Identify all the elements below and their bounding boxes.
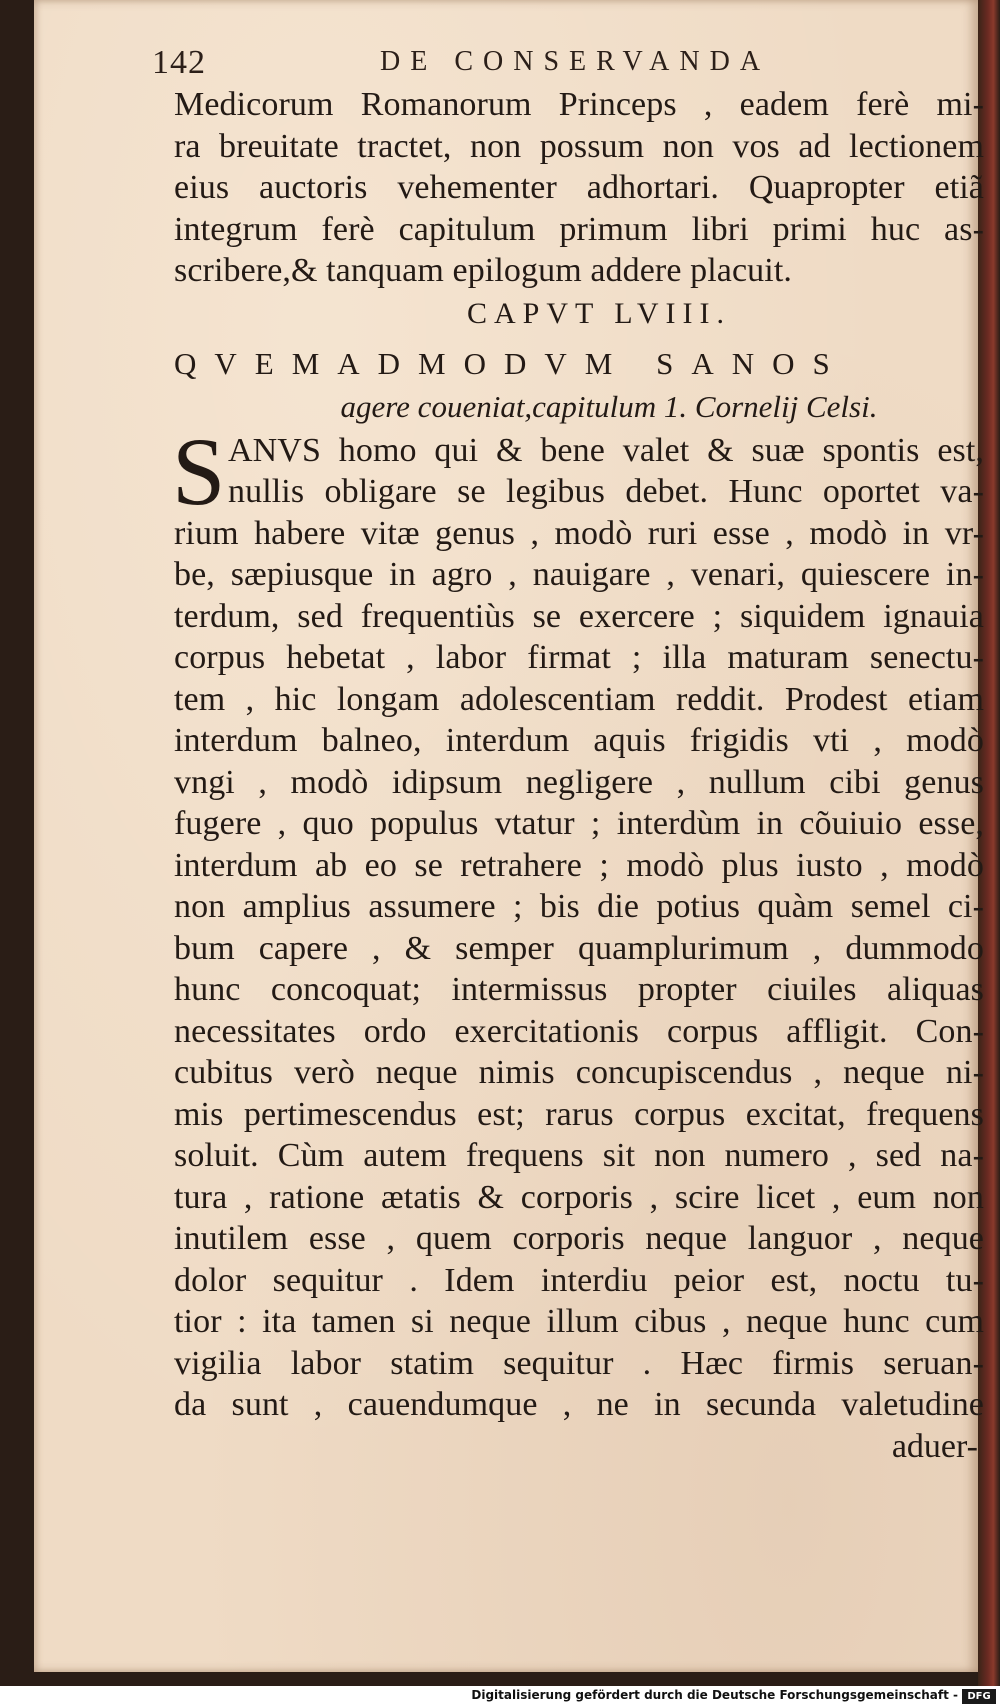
catchword: aduer- xyxy=(891,1427,978,1465)
page-number: 142 xyxy=(152,44,206,81)
text-line: dolor sequitur . Idem interdiu peior est, noctu tu- xyxy=(174,1261,984,1299)
running-title: DE CONSERVANDA xyxy=(380,46,771,77)
funding-credit: Digitalisierung gefördert durch die Deutsche Forschungsgemeinschaft - xyxy=(471,1688,958,1702)
main-paragraph xyxy=(172,417,984,1426)
text-line: tem , hic longam adolescentiam reddit. Prodest etiam xyxy=(174,680,984,718)
text-line: vngi , modò idipsum negligere , nullum cibi genus xyxy=(174,763,984,801)
text-line: cubitus verò neque nimis concupiscendus , neque ni- xyxy=(174,1054,984,1091)
dfg-logo: DFG xyxy=(962,1689,996,1704)
text-line: tura , ratione ætatis & corporis , scire licet , eum non xyxy=(174,1178,984,1216)
text-line: tior : ita tamen si neque illum cibus , neque hunc cum xyxy=(174,1303,984,1340)
text-line: interdum balneo, interdum aquis frigidis vti , modò xyxy=(174,722,984,759)
text-line: ra breuitate tractet, non possum non vos ad lectionem xyxy=(174,127,984,165)
text-line: be, sæpiusque in agro , nauigare , venari, quiescere in- xyxy=(174,556,984,593)
intro-paragraph xyxy=(174,84,984,292)
text-line: inutilem esse , quem corporis neque languor , neque xyxy=(174,1220,984,1257)
section-subtitle: agere coueniat,capitulum 1. Cornelij Celsi. xyxy=(340,388,878,424)
text-block xyxy=(174,84,984,1467)
text-line: mis pertimescendus est; rarus corpus excitat, frequens xyxy=(174,1095,984,1133)
section-title: QVEMADMODVM SANOS xyxy=(174,345,848,381)
text-line: rium habere vitæ genus , modò ruri esse , modò in vr- xyxy=(174,514,984,552)
digitization-footer xyxy=(0,1686,1000,1708)
text-line: da sunt , cauendumque , ne in secunda valetudine xyxy=(174,1386,984,1423)
text-line: eius auctoris vehementer adhortari. Quapropter etiã xyxy=(174,169,984,206)
text-line: interdum ab eo se retrahere ; modò plus iusto , modò xyxy=(174,846,984,884)
text-line: corpus hebetat , labor firmat ; illa maturam senectu- xyxy=(174,639,984,676)
text-line: non amplius assumere ; bis die potius quàm semel ci- xyxy=(174,888,984,925)
text-line: soluit. Cùm autem frequens sit non numero , sed na- xyxy=(174,1137,984,1174)
text-line: fugere , quo populus vtatur ; interdùm in cõuiuio esse, xyxy=(174,805,984,842)
text-line: scribere,& tanquam epilogum addere placuit. xyxy=(174,252,792,289)
text-line: Medicorum Romanorum Princeps , eadem ferè mi- xyxy=(174,86,984,123)
text-line: integrum ferè capitulum primum libri primi huc as- xyxy=(174,210,984,248)
text-line: ANVS homo qui & bene valet & suæ spontis est, xyxy=(228,431,984,469)
text-line: terdum, sed frequentiùs se exercere ; siquidem ignauia xyxy=(174,597,984,635)
running-head xyxy=(152,44,972,84)
drop-cap: S xyxy=(172,417,226,525)
text-line: hunc concoquat; intermissus propter ciuiles aliquas xyxy=(174,971,984,1008)
text-line: nullis obligare se legibus debet. Hunc oportet va- xyxy=(228,473,984,510)
text-line: bum capere , & semper quamplurimum , dummodo xyxy=(174,929,984,967)
book-page xyxy=(34,0,984,1672)
chapter-heading: CAPVT LVIII. xyxy=(466,296,731,330)
text-line: vigilia labor statim sequitur . Hæc firmis seruan- xyxy=(174,1344,984,1382)
text-line: necessitates ordo exercitationis corpus affligit. Con- xyxy=(174,1012,984,1050)
